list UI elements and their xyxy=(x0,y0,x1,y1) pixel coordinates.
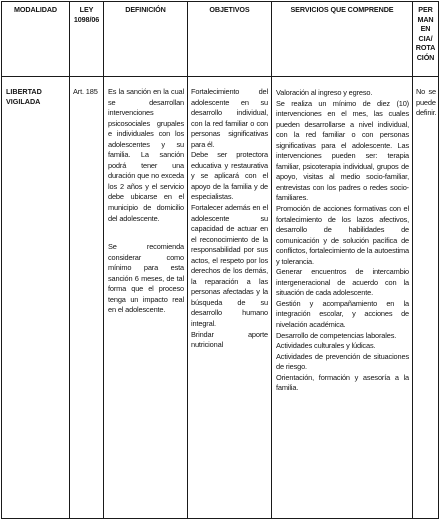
header-permanencia-line: EN xyxy=(420,24,431,33)
servicio-paragraph: Orientación, formación y asesoría a la familia. xyxy=(276,372,409,393)
definicion-paragraph: Se recomienda considerar como mínimo para esta sanción 6 meses, de tal forma que el proceso tenga un impacto real en el adolescente. xyxy=(108,242,184,315)
modalidad-text: LIBERTAD VIGILADA xyxy=(6,87,42,106)
servicio-paragraph: Promoción de acciones formativas con el fortalecimiento de los lazos afectivos, desarrollo de habilidades de comunicación y de solución pacífica de conflictos, fortalecimiento de la autoestima y tolerancia. xyxy=(276,204,409,266)
objetivo-paragraph: Fortalecimiento del adolescente en su desarrollo individual, con la red familiar o con personas significativas para él. xyxy=(191,87,268,149)
cell-definicion xyxy=(104,77,188,519)
header-permanencia-line: MAN xyxy=(417,14,434,24)
servicio-paragraph: Actividades culturales y lúdicas. xyxy=(276,341,376,351)
header-permanencia-line: PER xyxy=(418,5,433,14)
objetivo-paragraph: Debe ser protectora educativa y restaurativa y se aplicará con el apoyo de la familia y de especialistas. xyxy=(191,150,268,202)
cell-objetivos xyxy=(188,77,272,519)
servicio-paragraph: Actividades de prevención de situaciones de riesgo. xyxy=(276,351,409,372)
modalities-table xyxy=(1,1,439,519)
table-row xyxy=(2,77,439,519)
header-permanencia-line: CIÓN xyxy=(416,52,435,62)
header-definicion: DEFINICIÓN xyxy=(104,2,188,77)
servicio-paragraph: Se realiza un mínimo de diez (10) intervenciones en el mes, las cuales pueden desarrollarse a nivel individual, con la red familiar o con personas significativas para el adolescente. Las intervenciones pueden ser: terapia familiar, psicoterapia individual, grupos de apoyo, visitas al medio socio-familiar, entrevistas con los padres o redes socio-familiares. xyxy=(276,98,409,203)
cell-ley xyxy=(70,77,104,519)
servicios-text xyxy=(272,77,412,394)
header-ley xyxy=(70,2,104,77)
document-page xyxy=(1,1,438,517)
objetivos-text xyxy=(188,77,271,351)
header-permanencia-line: CIA/ xyxy=(418,33,433,43)
objetivo-paragraph: Fortalecer además en el adolescente su capacidad de actuar en el reconocimiento de la responsabilidad por sus actos, el respeto por los derechos de los demás, la reparación a las personas afectadas y la búsqueda de su desarrollo humano integral. xyxy=(191,203,268,329)
servicio-paragraph: Desarrollo de competencias laborales. xyxy=(276,330,397,340)
header-permanencia xyxy=(413,2,439,77)
header-permanencia-line: ROTA xyxy=(415,43,436,52)
header-objetivos: OBJETIVOS xyxy=(188,2,272,77)
servicio-paragraph: Gestión y acompañamiento en la integración escolar, y acciones de nivelación académica. xyxy=(276,298,409,330)
permanencia-text: No se puede definir. xyxy=(416,87,437,118)
header-modalidad: MODALIDAD xyxy=(2,2,70,77)
header-row xyxy=(2,2,439,77)
cell-modalidad xyxy=(2,77,70,519)
cell-servicios xyxy=(272,77,413,519)
header-ley-text: LEY 1098/06 xyxy=(73,5,100,24)
servicio-paragraph: Generar encuentros de intercambio intergeneracional de acuerdo con la situación de cada adolescente. xyxy=(276,267,409,298)
objetivo-paragraph: Brindar aporte nutricional xyxy=(191,329,268,350)
servicio-paragraph: Valoración al ingreso y egreso. xyxy=(276,88,373,97)
ley-article: Art. 185 xyxy=(73,87,98,96)
cell-permanencia xyxy=(413,77,439,519)
definicion-text xyxy=(104,77,187,316)
definicion-paragraph: Es la sanción en la cual se desarrollan intervenciones psicosociales grupales e individuales con los adolescentes y su familia. La sanción podrá tener una duración que no exceda los 2 años y el servicio debe ubicarse en el municipio de domicilio del adolescente. xyxy=(108,87,184,223)
header-servicios: SERVICIOS QUE COMPRENDE xyxy=(272,2,413,77)
